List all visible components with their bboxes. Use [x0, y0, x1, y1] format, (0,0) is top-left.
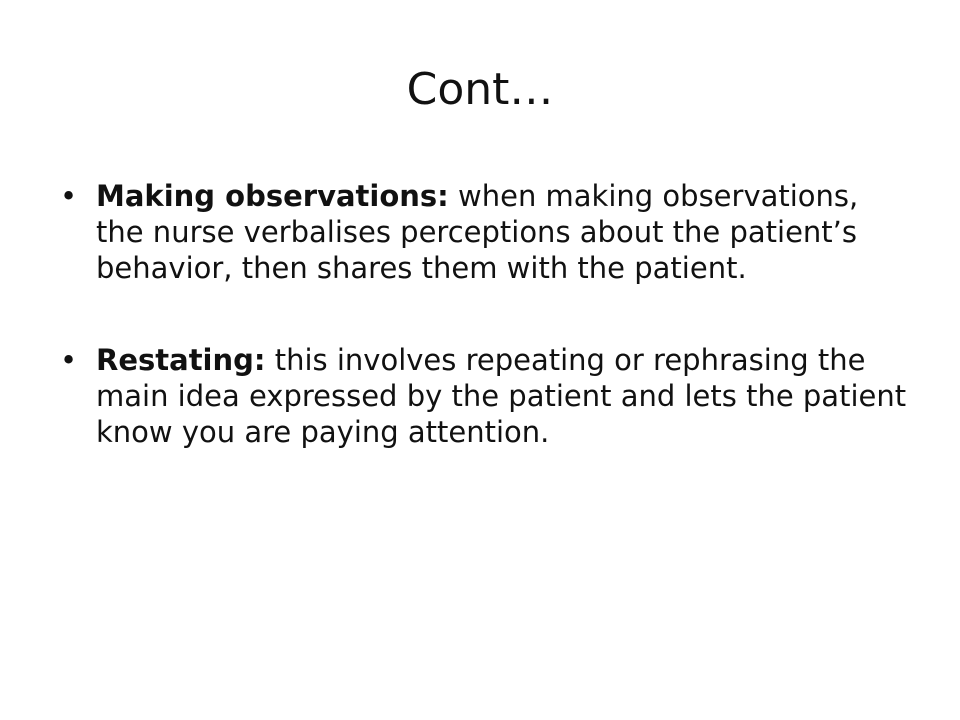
bullet-text: when making observations, the nurse verbalises perceptions about the patient’s behavior, then shares them with the patient.	[96, 179, 859, 285]
bullet-marker: •	[60, 343, 78, 377]
bullet-marker: •	[60, 179, 78, 213]
bullet-item-making-observations	[60, 178, 910, 286]
bullet-list	[60, 178, 910, 506]
bullet-term: Restating:	[96, 343, 266, 377]
bullet-item-restating	[60, 342, 910, 450]
bullet-term: Making observations:	[96, 179, 449, 213]
bullet-text: this involves repeating or rephrasing the main idea expressed by the patient and lets the patient know you are paying attention.	[96, 343, 907, 449]
slide-title: Cont…	[406, 64, 554, 115]
